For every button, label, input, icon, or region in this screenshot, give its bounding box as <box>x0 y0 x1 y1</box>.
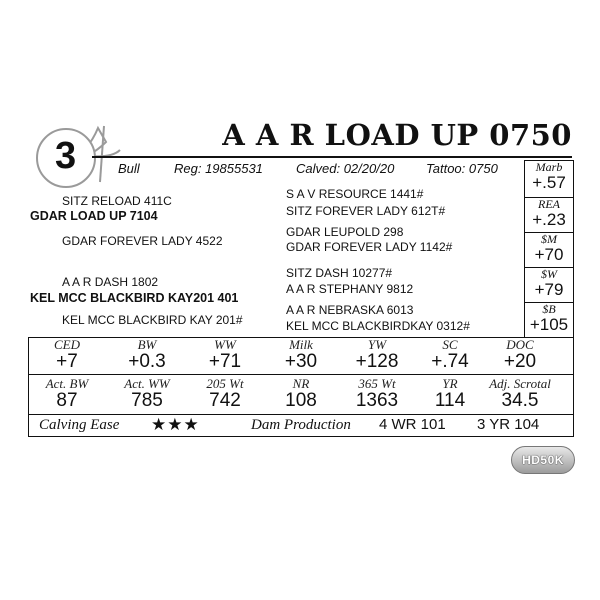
actual-value: 108 <box>285 390 317 411</box>
epd-ww <box>209 338 241 372</box>
side-epd-label: $B <box>542 302 556 316</box>
side-epd-m <box>525 232 573 267</box>
actual-label: NR <box>292 376 310 391</box>
epd-doc <box>504 338 536 372</box>
sex: Bull <box>118 161 140 176</box>
calving-ease-stars-icon: ★★★ <box>151 415 200 434</box>
lot-number: 3 <box>55 135 77 177</box>
actual-label: Act. WW <box>124 376 170 391</box>
epd-label: CED <box>54 337 80 352</box>
dam-sire-sire: SITZ DASH 10277# <box>286 266 393 280</box>
calved-date: Calved: 02/20/20 <box>296 161 395 176</box>
hd50k-badge-text: HD50K <box>522 453 564 467</box>
actual-label: Adj. Scrotal <box>489 376 551 391</box>
dam-dam: KEL MCC BLACKBIRD KAY 201# <box>62 313 243 327</box>
epd-ced <box>54 338 80 372</box>
side-epd-value: +.23 <box>532 210 566 229</box>
actual-ww <box>124 377 169 411</box>
epd-label: DOC <box>506 337 534 352</box>
epd-value: +0.3 <box>128 351 166 372</box>
stats-table <box>28 337 574 437</box>
actual-value: 34.5 <box>501 390 539 411</box>
side-epd-value: +.57 <box>532 173 566 192</box>
epd-bw <box>128 338 166 372</box>
epd-yw <box>356 338 399 372</box>
title-divider <box>92 156 572 158</box>
actual-label: 205 Wt <box>206 376 244 391</box>
actual-nr <box>285 377 317 411</box>
actual-yr <box>435 377 465 411</box>
dam-production-label: Dam Production <box>251 417 351 433</box>
actual-365-wt <box>356 377 398 411</box>
sire-dam-dam: GDAR FOREVER LADY 1142# <box>286 240 453 254</box>
dam: KEL MCC BLACKBIRD KAY201 401 <box>30 291 239 305</box>
actual-value: 742 <box>209 390 241 411</box>
side-epd-value: +105 <box>529 315 569 334</box>
actual-value: 1363 <box>355 390 399 411</box>
side-epd-marb <box>525 161 573 197</box>
dam-dam-dam: KEL MCC BLACKBIRDKAY 0312# <box>286 319 470 333</box>
actual-label: 365 Wt <box>358 376 396 391</box>
actual-label: YR <box>442 376 458 391</box>
sire-sire: SITZ RELOAD 411C <box>62 194 172 208</box>
animal-name: A A R LOAD UP 0750 <box>222 118 572 152</box>
epd-label: YW <box>367 337 387 352</box>
side-epd-label: Marb <box>535 160 563 174</box>
side-epd-b <box>525 302 573 337</box>
side-epd-w <box>525 267 573 302</box>
side-epd-label: $W <box>541 267 557 281</box>
side-epd-label: $M <box>541 232 557 246</box>
epd-value: +30 <box>284 351 318 372</box>
epd-milk <box>285 338 317 372</box>
dam-sire: A A R DASH 1802 <box>62 275 159 289</box>
actual-value: 87 <box>56 390 78 411</box>
sire-dam-sire: GDAR LEUPOLD 298 <box>286 225 404 239</box>
side-epd-value: +79 <box>534 280 564 299</box>
dam-sire-dam: A A R STEPHANY 9812 <box>286 282 414 296</box>
epd-label: BW <box>137 337 157 352</box>
production-row <box>29 415 573 436</box>
side-epd-rea <box>525 197 573 232</box>
actual-205-wt <box>206 377 243 411</box>
dam-dam-sire: A A R NEBRASKA 6013 <box>286 303 414 317</box>
epd-row <box>29 338 573 375</box>
side-epd-label: REA <box>538 197 560 211</box>
epd-label: Milk <box>289 337 313 352</box>
actual-value: 114 <box>434 390 466 411</box>
registration: Reg: 19855531 <box>174 161 263 176</box>
actual-bw <box>46 377 89 411</box>
actual-adj-scrotal <box>489 377 551 411</box>
side-epd-value: +70 <box>534 245 564 264</box>
sire-sire-dam: SITZ FOREVER LADY 612T# <box>286 204 446 218</box>
sire-sire-sire: S A V RESOURCE 1441# <box>286 187 424 201</box>
actual-row <box>29 375 573 415</box>
epd-value: +71 <box>208 351 242 372</box>
actual-label: Act. BW <box>45 376 89 391</box>
dam-production-yr: 3 YR 104 <box>477 416 540 433</box>
sire: GDAR LOAD UP 7104 <box>30 209 158 223</box>
hd50k-badge <box>511 446 575 474</box>
epd-value: +7 <box>56 351 78 372</box>
epd-label: SC <box>442 337 458 352</box>
sire-dam: GDAR FOREVER LADY 4522 <box>62 234 223 248</box>
ranch-logo <box>28 122 124 188</box>
epd-label: WW <box>214 337 236 352</box>
dam-production-wr: 4 WR 101 <box>379 416 446 433</box>
epd-value: +.74 <box>431 351 469 372</box>
epd-value: +20 <box>503 351 537 372</box>
epd-value: +128 <box>355 351 399 372</box>
side-epd-box <box>524 160 574 338</box>
tattoo: Tattoo: 0750 <box>426 161 498 176</box>
epd-sc <box>431 338 469 372</box>
calving-ease-label: Calving Ease <box>39 417 120 433</box>
actual-value: 785 <box>131 390 163 411</box>
